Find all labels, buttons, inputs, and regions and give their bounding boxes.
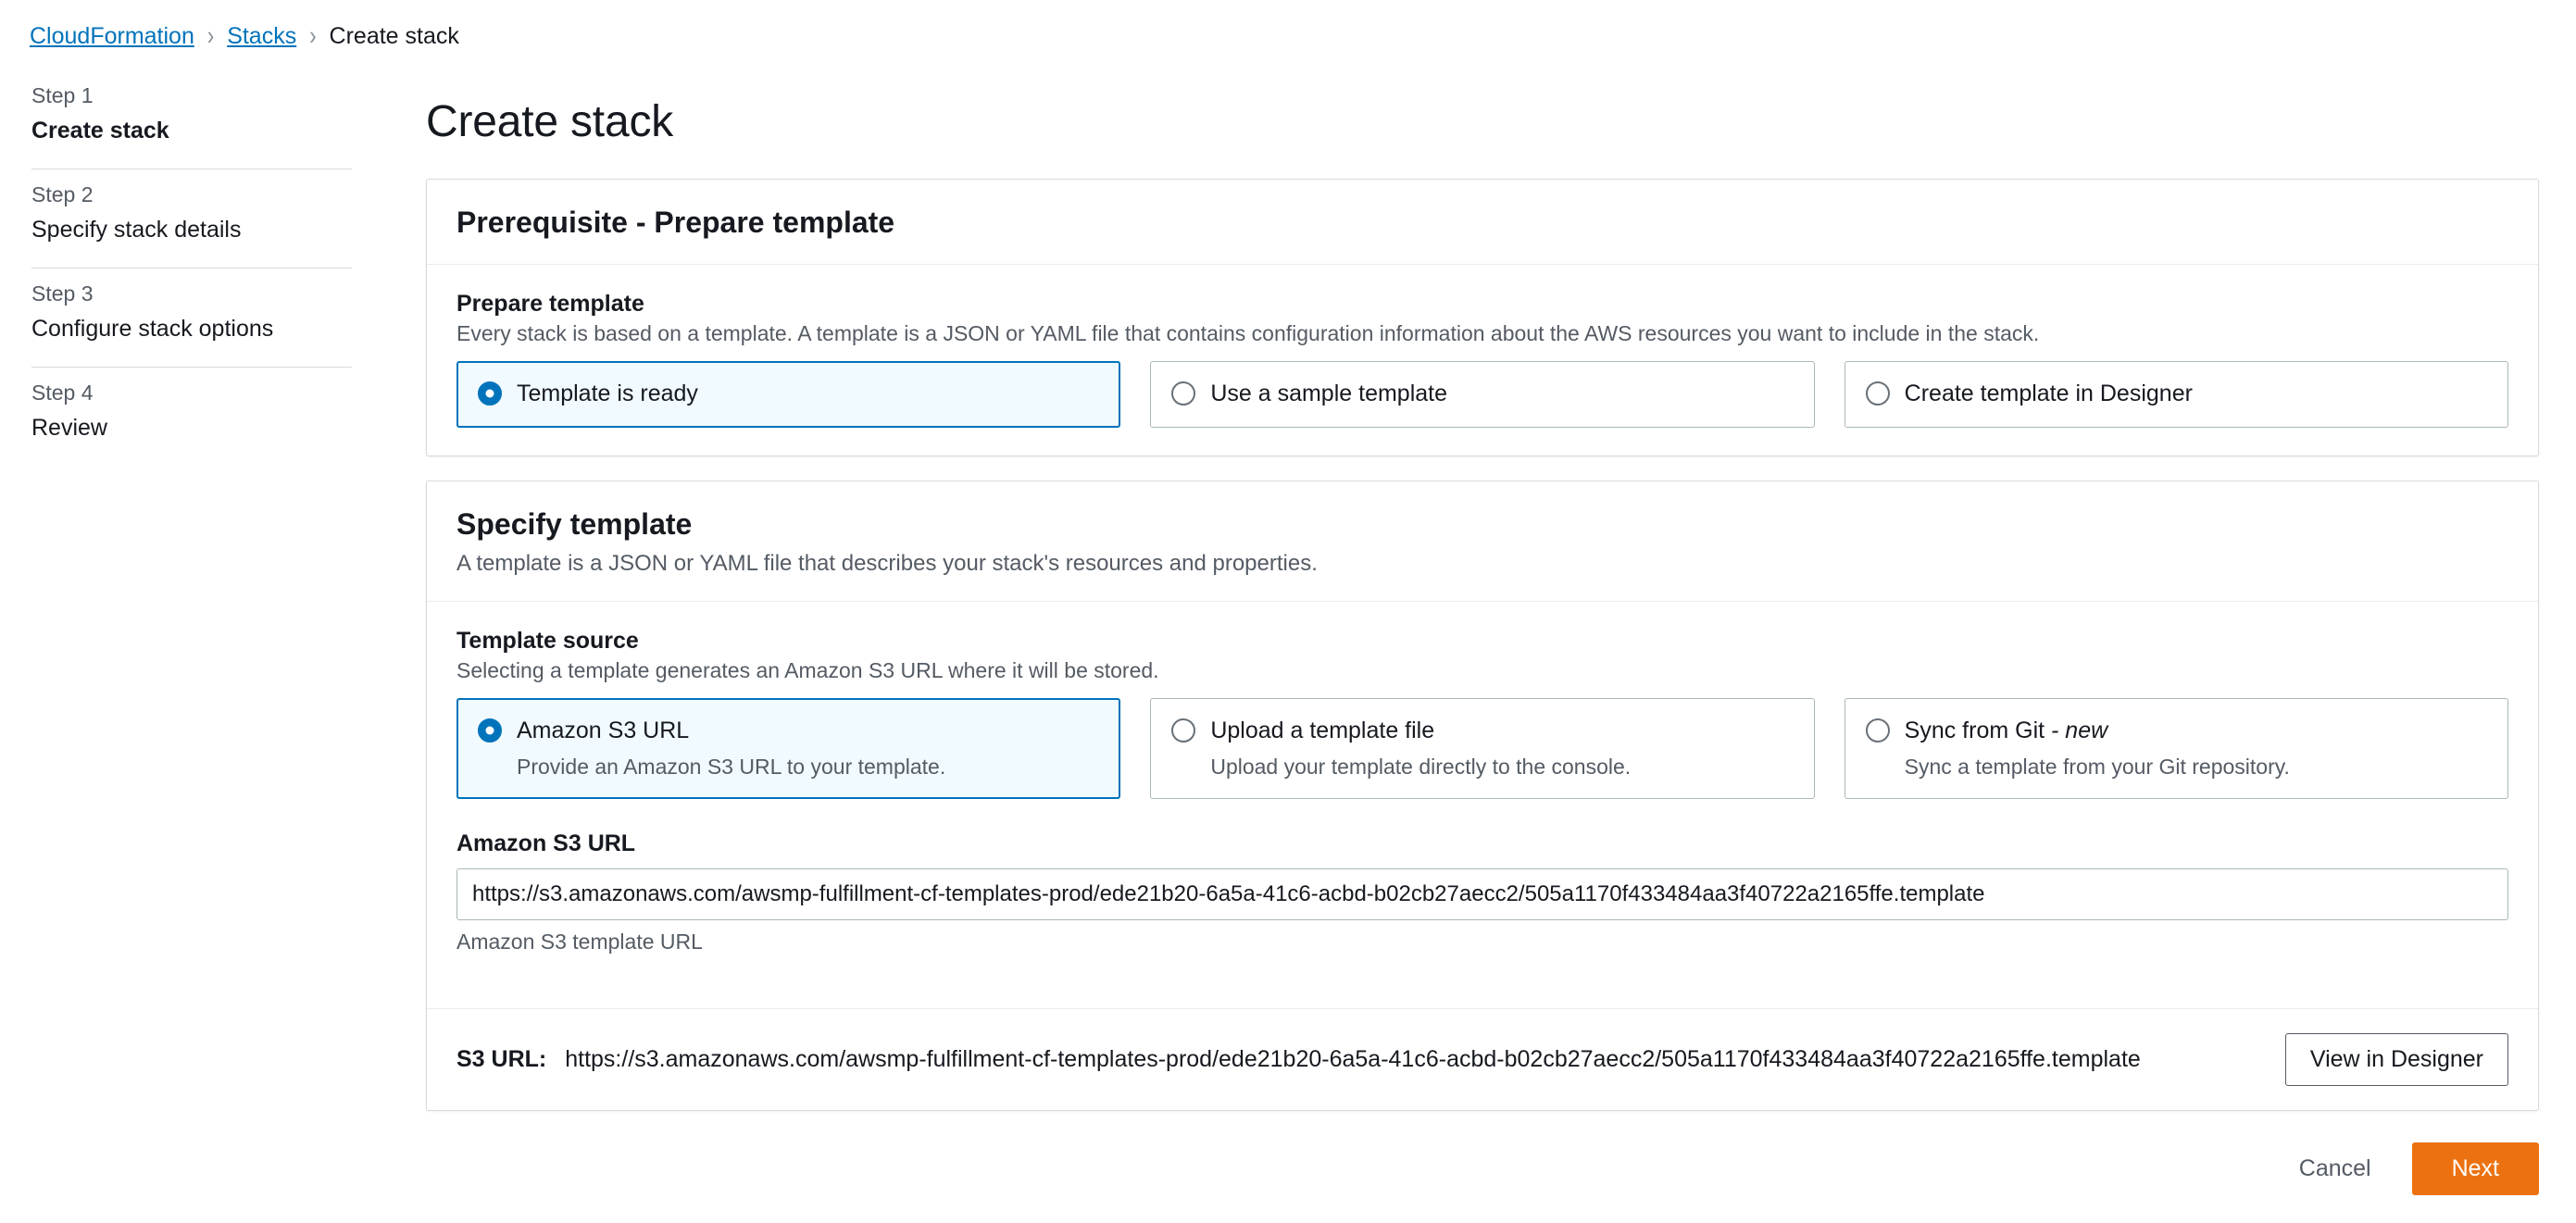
specify-template-card-subtitle: A template is a JSON or YAML file that describes your stack's resources and properties. bbox=[456, 550, 1318, 576]
amazon-s3-url-label: Amazon S3 URL bbox=[456, 830, 636, 856]
radio-tile-use-a-sample-template[interactable] bbox=[1150, 361, 1814, 428]
radio-button-icon[interactable] bbox=[478, 718, 502, 743]
template-source-radio-group bbox=[456, 698, 2508, 799]
radio-tile-label: Template is ready bbox=[517, 381, 698, 406]
prerequisite-card-body bbox=[427, 265, 2538, 456]
view-in-designer-button[interactable]: View in Designer bbox=[2285, 1033, 2508, 1086]
amazon-s3-url-input[interactable] bbox=[456, 868, 2508, 920]
radio-tile-sublabel: Sync a template from your Git repository. bbox=[1904, 754, 2290, 779]
next-button[interactable]: Next bbox=[2412, 1142, 2539, 1195]
sidebar-item-step-1[interactable] bbox=[31, 70, 352, 169]
new-badge: - new bbox=[2045, 717, 2108, 743]
radio-tile-sync-from-git[interactable] bbox=[1844, 698, 2508, 799]
specify-template-card-title: Specify template bbox=[456, 506, 693, 541]
radio-tile-label: Upload a template file bbox=[1210, 717, 1435, 743]
breadcrumb-item-stacks[interactable]: Stacks bbox=[227, 22, 297, 49]
radio-button-icon[interactable] bbox=[1171, 718, 1195, 743]
prerequisite-card-header bbox=[427, 180, 2538, 265]
sidebar-item-step-3[interactable] bbox=[31, 268, 352, 368]
radio-tile-upload-a-template-file[interactable] bbox=[1150, 698, 1814, 799]
prepare-template-radio-group bbox=[456, 361, 2508, 428]
step-title: Review bbox=[31, 415, 107, 441]
prepare-template-description: Every stack is based on a template. A template is a JSON or YAML file that contains configuration information about the AWS resources you want to include in the stack. bbox=[456, 321, 2040, 345]
step-number: Step 4 bbox=[31, 381, 94, 405]
radio-tile-create-template-in-designer[interactable] bbox=[1844, 361, 2508, 428]
s3-url-value: https://s3.amazonaws.com/awsmp-fulfillment-cf-templates-prod/ede21b20-6a5a-41c6-acbd-b02cb27aecc2/505a1170f433484aa3f40722a2165ffe.template bbox=[565, 1045, 2141, 1072]
template-source-description: Selecting a template generates an Amazon S3 URL where it will be stored. bbox=[456, 657, 1159, 682]
prepare-template-label: Prepare template bbox=[456, 291, 644, 317]
sidebar-item-step-4[interactable] bbox=[31, 368, 352, 466]
prerequisite-card-title: Prerequisite - Prepare template bbox=[456, 206, 895, 239]
radio-button-icon[interactable] bbox=[1171, 381, 1195, 406]
specify-template-card-header bbox=[427, 481, 2538, 602]
radio-tile-label: Create template in Designer bbox=[1904, 381, 2193, 406]
breadcrumb-separator-icon: › bbox=[206, 20, 215, 51]
step-number: Step 1 bbox=[31, 83, 94, 107]
step-number: Step 3 bbox=[31, 281, 94, 306]
radio-tile-label: Amazon S3 URL bbox=[517, 717, 690, 743]
s3-url-summary-row bbox=[427, 1008, 2538, 1110]
prerequisite-card bbox=[426, 179, 2539, 456]
radio-tile-template-is-ready[interactable] bbox=[456, 361, 1120, 428]
radio-tile-sublabel: Upload your template directly to the console. bbox=[1210, 754, 1632, 779]
main-content bbox=[389, 54, 2576, 1223]
amazon-s3-url-field-group bbox=[456, 830, 2508, 955]
steps-sidebar bbox=[0, 54, 389, 466]
s3-url-label: S3 URL: bbox=[456, 1045, 547, 1072]
specify-template-card bbox=[426, 480, 2539, 1111]
radio-button-icon[interactable] bbox=[1866, 381, 1890, 406]
step-title: Create stack bbox=[31, 118, 169, 144]
breadcrumb-item-create-stack: Create stack bbox=[329, 22, 459, 49]
breadcrumb-item-cloudformation[interactable]: CloudFormation bbox=[30, 22, 194, 49]
page-title: Create stack bbox=[426, 97, 674, 146]
radio-button-icon[interactable] bbox=[478, 381, 502, 406]
specify-template-card-body bbox=[427, 602, 2538, 982]
page-layout bbox=[0, 54, 2576, 1223]
radio-button-icon[interactable] bbox=[1866, 718, 1890, 743]
step-title: Configure stack options bbox=[31, 316, 274, 342]
cancel-button[interactable]: Cancel bbox=[2290, 1143, 2381, 1194]
form-actions bbox=[426, 1135, 2539, 1223]
breadcrumb bbox=[0, 0, 2576, 54]
amazon-s3-url-hint: Amazon S3 template URL bbox=[456, 929, 703, 954]
radio-tile-label: Use a sample template bbox=[1210, 381, 1448, 406]
step-number: Step 2 bbox=[31, 182, 94, 206]
radio-tile-sublabel: Provide an Amazon S3 URL to your template. bbox=[517, 754, 946, 779]
template-source-label: Template source bbox=[456, 627, 639, 654]
step-title: Specify stack details bbox=[31, 217, 242, 243]
sidebar-item-step-2[interactable] bbox=[31, 169, 352, 268]
radio-tile-amazon-s3-url[interactable] bbox=[456, 698, 1120, 799]
radio-tile-label: Sync from Git bbox=[1904, 717, 2045, 743]
breadcrumb-separator-icon: › bbox=[309, 20, 317, 51]
